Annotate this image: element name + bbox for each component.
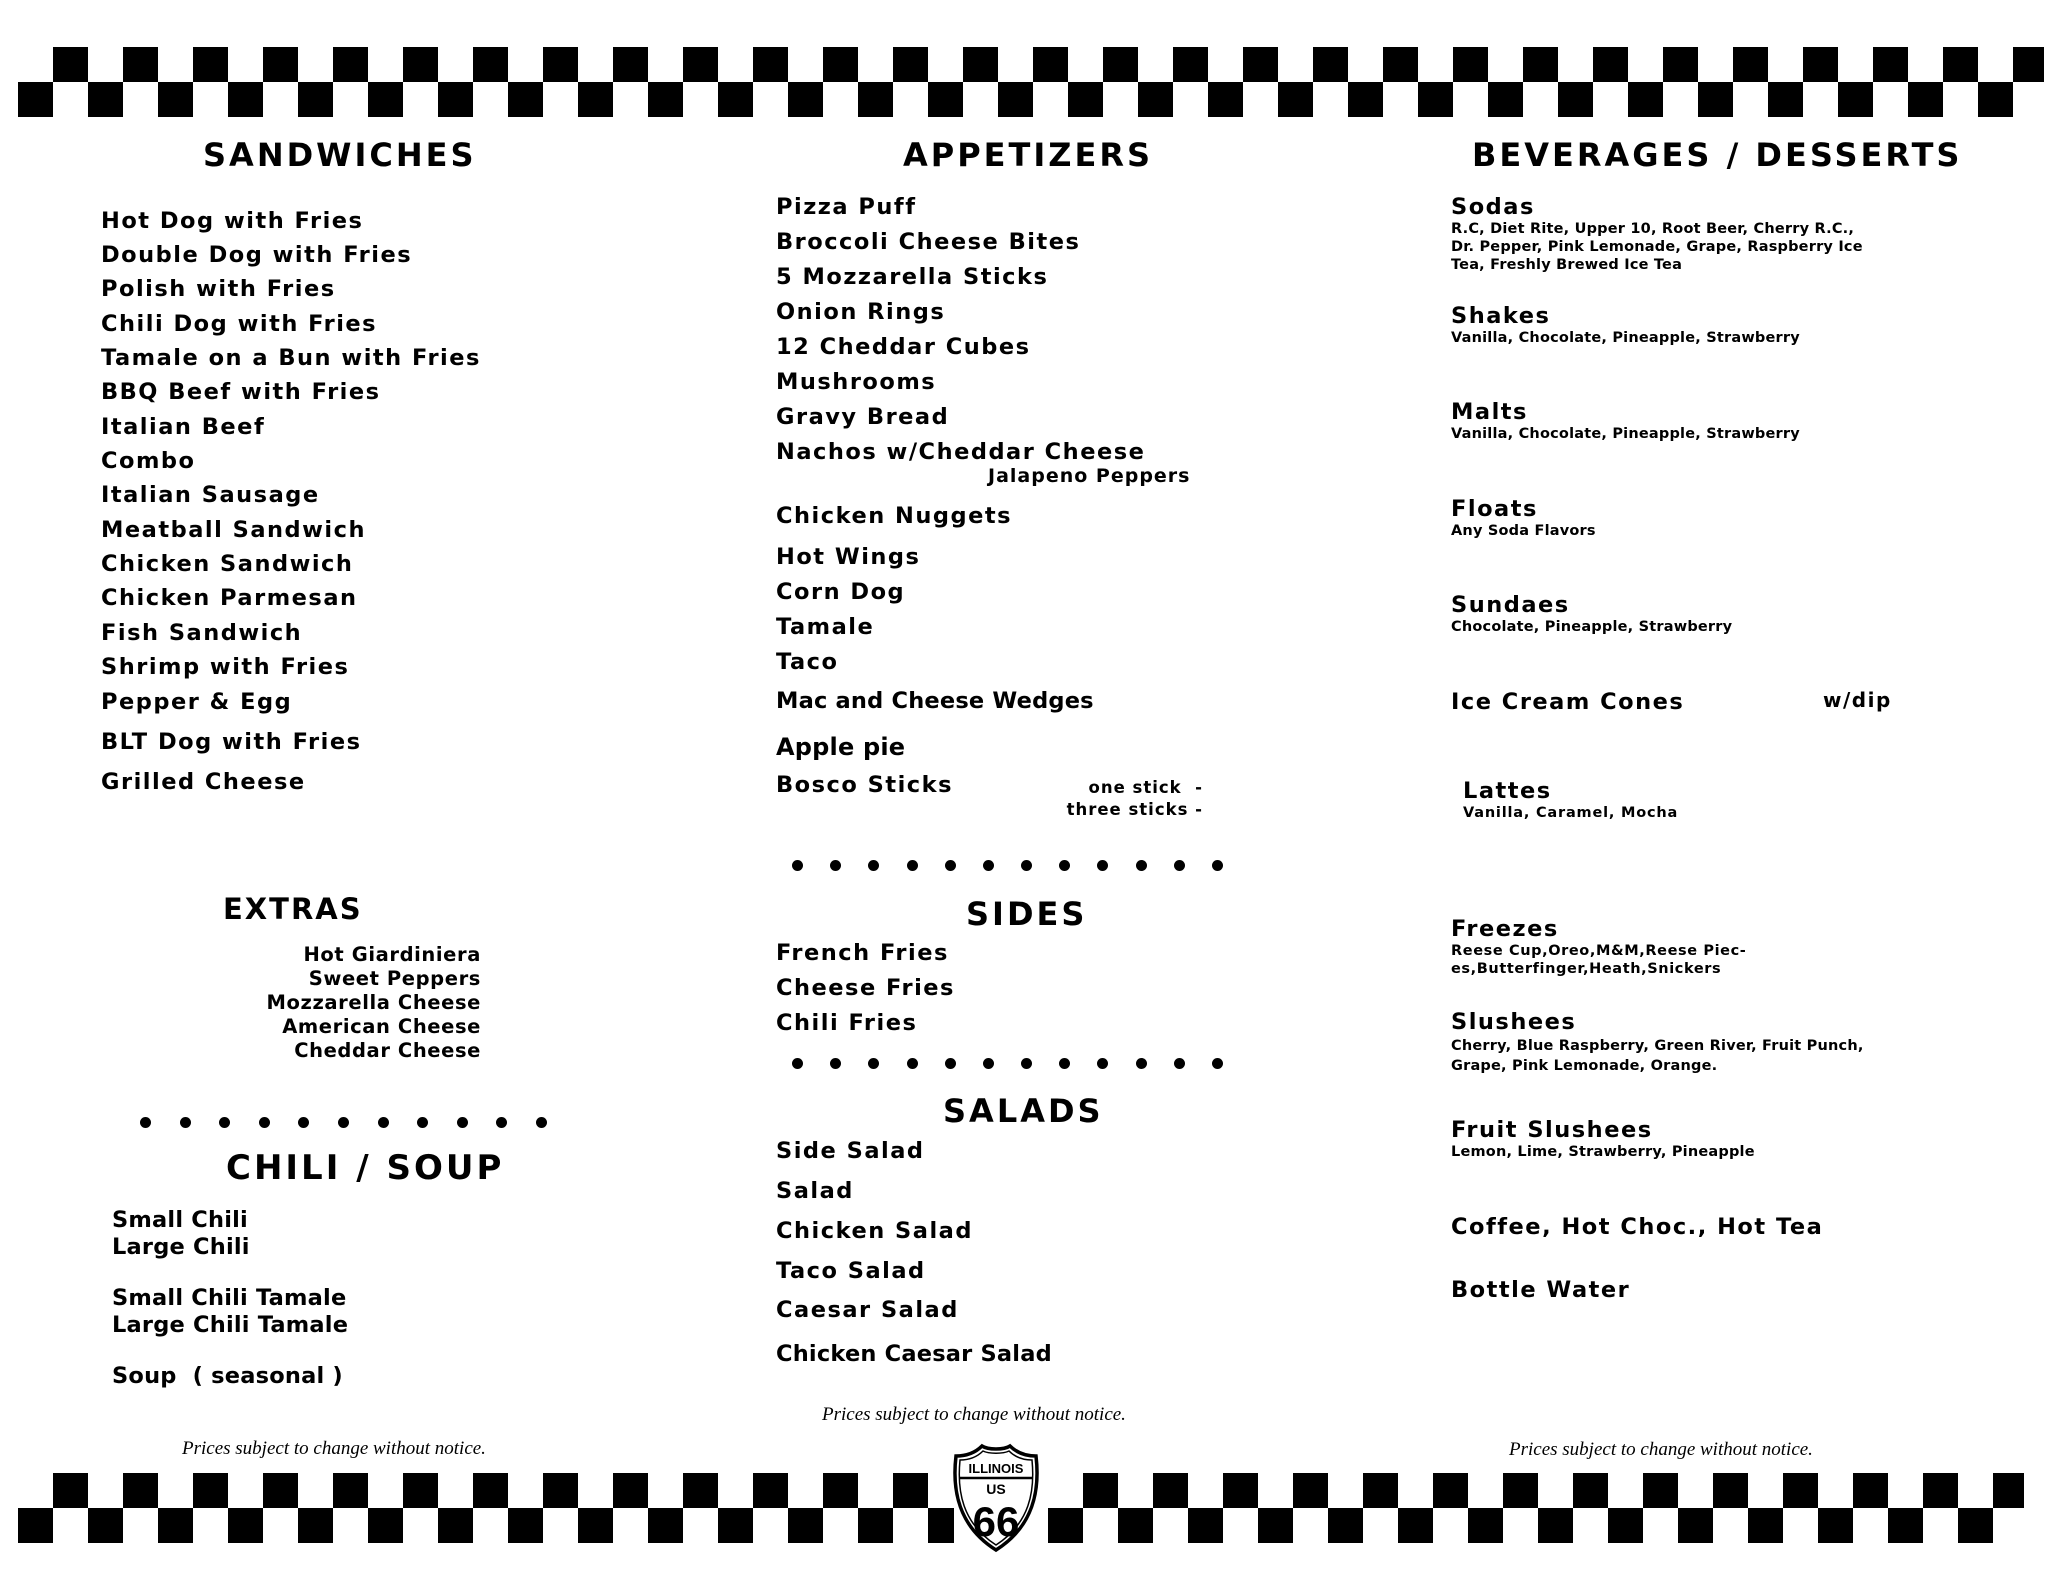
beverage-desc: Cherry, Blue Raspberry, Green River, Fruit Punch, xyxy=(1451,1038,1864,1054)
shield-state-text: ILLINOIS xyxy=(968,1461,1024,1476)
beverage-item: Lattes xyxy=(1463,778,1552,804)
appetizer-item: Onion Rings xyxy=(776,299,946,325)
route-66-shield-icon xyxy=(948,1442,1044,1554)
appetizer-item: Tamale xyxy=(776,614,875,640)
beverage-item: Shakes xyxy=(1451,303,1551,329)
sandwich-item: Chicken Parmesan xyxy=(101,585,358,611)
sandwiches-heading: SANDWICHES xyxy=(203,136,477,174)
appetizer-item: Taco xyxy=(776,649,839,675)
chili-item: Small Chili xyxy=(112,1207,248,1233)
sandwich-item: Combo xyxy=(101,448,196,474)
beverage-item: Floats xyxy=(1451,496,1538,522)
sandwich-item: Chicken Sandwich xyxy=(101,551,354,577)
disclaimer-right: Prices subject to change without notice. xyxy=(1509,1439,1813,1460)
beverage-item: Bottle Water xyxy=(1451,1277,1631,1303)
appetizer-item: Pizza Puff xyxy=(776,194,917,220)
beverage-desc: es,Butterfinger,Heath,Snickers xyxy=(1451,961,1722,977)
beverage-desc: Vanilla, Caramel, Mocha xyxy=(1463,805,1679,821)
side-item: Chili Fries xyxy=(776,1010,918,1036)
bosco-option: one stick - xyxy=(1088,778,1203,797)
appetizer-item: 12 Cheddar Cubes xyxy=(776,334,1031,360)
sandwich-item: Grilled Cheese xyxy=(101,769,306,795)
appetizer-item: Nachos w/Cheddar Cheese xyxy=(776,439,1146,465)
appetizer-item: Apple pie xyxy=(776,733,906,761)
sandwich-item: Italian Sausage xyxy=(101,482,320,508)
chili-item: Large Chili xyxy=(112,1234,250,1260)
sandwich-item: Hot Dog with Fries xyxy=(101,208,364,234)
sides-heading: SIDES xyxy=(966,895,1088,933)
appetizer-note: Jalapeno Peppers xyxy=(988,465,1191,487)
shield-number-text: 66 xyxy=(972,1498,1020,1545)
bosco-option: three sticks - xyxy=(1066,800,1203,819)
appetizer-item: 5 Mozzarella Sticks xyxy=(776,264,1049,290)
beverage-desc: Chocolate, Pineapple, Strawberry xyxy=(1451,619,1733,635)
beverage-desc: Tea, Freshly Brewed Ice Tea xyxy=(1451,257,1683,273)
beverage-item: Ice Cream Cones xyxy=(1451,689,1685,715)
chili-soup-heading: CHILI / SOUP xyxy=(226,1148,505,1188)
extras-item: Hot Giardiniera xyxy=(303,943,481,966)
appetizer-item: Mac and Cheese Wedges xyxy=(776,688,1094,714)
dot-divider-left xyxy=(140,1117,547,1128)
beverage-item: Coffee, Hot Choc., Hot Tea xyxy=(1451,1214,1824,1240)
sandwich-item: Polish with Fries xyxy=(101,276,336,302)
salad-item: Chicken Caesar Salad xyxy=(776,1341,1052,1367)
appetizer-item: Corn Dog xyxy=(776,579,906,605)
checker-border-top xyxy=(18,47,2044,117)
sandwich-item: Tamale on a Bun with Fries xyxy=(101,345,481,371)
appetizer-item: Gravy Bread xyxy=(776,404,950,430)
beverage-item: Fruit Slushees xyxy=(1451,1117,1653,1143)
extras-item: Sweet Peppers xyxy=(308,967,481,990)
sandwich-item: Italian Beef xyxy=(101,414,266,440)
beverage-desc: Dr. Pepper, Pink Lemonade, Grape, Raspberry Ice xyxy=(1451,239,1863,255)
extras-item: American Cheese xyxy=(282,1015,481,1038)
beverage-desc: Lemon, Lime, Strawberry, Pineapple xyxy=(1451,1144,1755,1160)
side-item: French Fries xyxy=(776,940,949,966)
side-item: Cheese Fries xyxy=(776,975,955,1001)
appetizer-item: Hot Wings xyxy=(776,544,921,570)
beverages-heading: BEVERAGES / DESSERTS xyxy=(1472,136,1963,174)
beverage-desc: Grape, Pink Lemonade, Orange. xyxy=(1451,1058,1718,1074)
beverage-item: Malts xyxy=(1451,399,1528,425)
salad-item: Caesar Salad xyxy=(776,1297,959,1323)
sandwich-item: Fish Sandwich xyxy=(101,620,303,646)
checker-border-bottom-right xyxy=(1048,1473,2024,1543)
beverage-item: Sodas xyxy=(1451,194,1535,220)
appetizer-item: Chicken Nuggets xyxy=(776,503,1013,529)
disclaimer-left: Prices subject to change without notice. xyxy=(182,1438,486,1459)
extras-item: Mozzarella Cheese xyxy=(266,991,481,1014)
chili-item: Small Chili Tamale xyxy=(112,1285,347,1311)
sandwich-item: BBQ Beef with Fries xyxy=(101,379,381,405)
beverage-desc: Vanilla, Chocolate, Pineapple, Strawberry xyxy=(1451,426,1800,442)
beverage-item: Sundaes xyxy=(1451,592,1570,618)
beverage-desc: Any Soda Flavors xyxy=(1451,523,1596,539)
appetizer-item: Bosco Sticks xyxy=(776,772,953,798)
salad-item: Salad xyxy=(776,1178,854,1204)
sandwich-item: Shrimp with Fries xyxy=(101,654,350,680)
salad-item: Taco Salad xyxy=(776,1258,926,1284)
appetizer-item: Broccoli Cheese Bites xyxy=(776,229,1081,255)
appetizers-heading: APPETIZERS xyxy=(903,136,1154,174)
sandwich-item: BLT Dog with Fries xyxy=(101,729,362,755)
salads-heading: SALADS xyxy=(943,1092,1104,1130)
chili-item: Soup ( seasonal ) xyxy=(112,1363,343,1389)
extras-item: Cheddar Cheese xyxy=(294,1039,481,1062)
appetizer-item: Mushrooms xyxy=(776,369,937,395)
dot-divider-sides xyxy=(792,860,1223,871)
chili-item: Large Chili Tamale xyxy=(112,1312,349,1338)
sandwich-item: Double Dog with Fries xyxy=(101,242,413,268)
cone-option: w/dip xyxy=(1823,688,1892,712)
extras-heading: EXTRAS xyxy=(223,892,363,926)
beverage-desc: Reese Cup,Oreo,M&M,Reese Piec- xyxy=(1451,943,1747,959)
sandwich-item: Chili Dog with Fries xyxy=(101,311,378,337)
checker-border-bottom-left xyxy=(18,1473,954,1543)
sandwich-item: Pepper & Egg xyxy=(101,689,293,715)
dot-divider-salads xyxy=(792,1058,1223,1069)
beverage-item: Freezes xyxy=(1451,916,1559,942)
beverage-desc: R.C, Diet Rite, Upper 10, Root Beer, Cherry R.C., xyxy=(1451,221,1855,237)
disclaimer-center: Prices subject to change without notice. xyxy=(822,1404,1126,1425)
beverage-desc: Vanilla, Chocolate, Pineapple, Strawberry xyxy=(1451,330,1800,346)
beverage-item: Slushees xyxy=(1451,1009,1577,1035)
sandwich-item: Meatball Sandwich xyxy=(101,517,367,543)
salad-item: Chicken Salad xyxy=(776,1218,973,1244)
shield-us-text: US xyxy=(986,1481,1006,1497)
salad-item: Side Salad xyxy=(776,1138,925,1164)
